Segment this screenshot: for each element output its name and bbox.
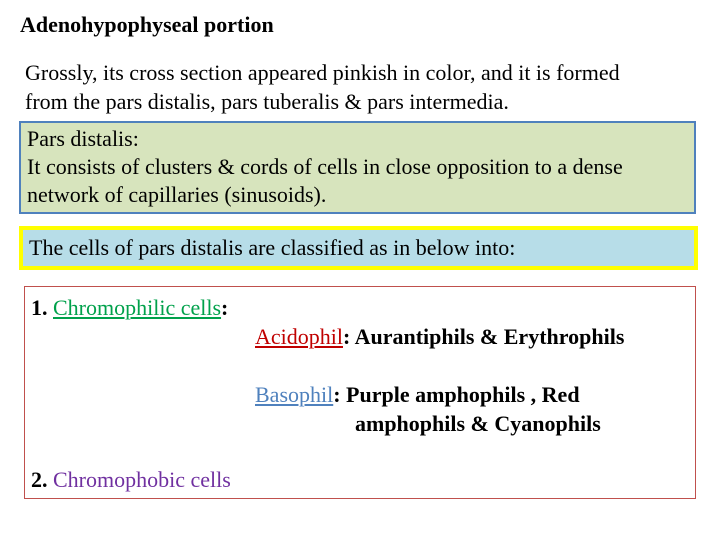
- acidophil-text: : Aurantiphils & Erythrophils: [343, 324, 625, 349]
- item-1-colon: :: [221, 295, 229, 320]
- basophil-item: [255, 380, 580, 410]
- basophil-text-continued: amphophils & Cyanophils: [355, 411, 601, 436]
- intro-line-1: Grossly, its cross section appeared pinkish in color, and it is formed: [25, 60, 620, 85]
- intro-line-2: from the pars distalis, pars tuberalis & pars intermedia.: [25, 89, 509, 114]
- item-2-number: 2.: [31, 467, 53, 492]
- chromophilic-label: Chromophilic cells: [53, 295, 222, 320]
- pars-distalis-line-1: It consists of clusters & cords of cells in close opposition to a dense: [27, 154, 623, 179]
- chromophilic-item: [31, 293, 228, 323]
- chromophobic-item: [31, 465, 231, 495]
- basophil-label: Basophil: [255, 382, 334, 407]
- basophil-text: : Purple amphophils , Red: [333, 382, 580, 407]
- cell-types-box: [24, 286, 696, 499]
- intro-paragraph: [25, 58, 705, 116]
- item-1-number: 1.: [31, 295, 53, 320]
- acidophil-label: Acidophil: [255, 324, 343, 349]
- pars-distalis-box: [19, 121, 696, 214]
- page-title: Adenohypophyseal portion: [20, 12, 274, 37]
- classification-text: The cells of pars distalis are classified as in below into:: [29, 235, 516, 260]
- pars-distalis-title: Pars distalis:: [27, 126, 139, 151]
- acidophil-item: [255, 322, 624, 352]
- pars-distalis-line-2: network of capillaries (sinusoids).: [27, 182, 327, 207]
- classification-box: [19, 226, 698, 270]
- chromophobic-label: Chromophobic cells: [53, 467, 231, 492]
